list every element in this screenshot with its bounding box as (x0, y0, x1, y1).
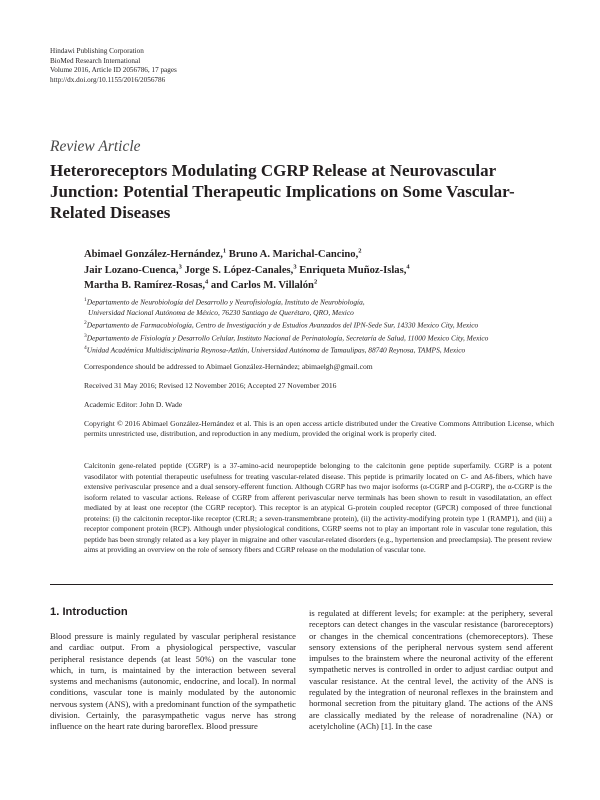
affiliation-text: Departamento de Farmacobiología, Centro de Investigación y de Estudios Avanzados del IPN-Sede Sur, 14330 Mexico City, Mexico (86, 320, 479, 330)
abstract: Calcitonin gene-related peptide (CGRP) is a 37-amino-acid neuropeptide belonging to the calcitonin gene peptide superfamily. CGRP is a potent vasodilator with potential therapeutic usefulness for treating vascular-related disease. This peptide is primarily located on C- and Aδ-fibers, which have extensive perivascular presence and a dual sensory-efferent function. Although CGRP has two major isoforms (α-CGRP and β-CGRP), the α-CGRP is the isoform related to vascular actions. Release of CGRP from afferent perivascular nerve terminals has been shown to result in vasodilatation, an effect mediated by at least one receptor (the CGRP receptor). This receptor is an atypical G-protein coupled receptor (GPCR) composed of three functional proteins: (i) the calcitonin receptor-like receptor (CRLR; a seven-transmembrane protein), (ii) the activity-modifying protein type 1 (RAMP1), and (iii) a receptor component protein (RCP). Although under physiological conditions, CGRP seems not to play an important role in vascular tone regulation, this peptide has been strongly related as a key player in migraine and other vascular-related disorders (e.g., hypertension and preeclampsia). The present review aims at providing an overview on the role of sensory fibers and CGRP release on the modulation of vascular tone. (84, 461, 552, 554)
author-affil-ref: 2 (358, 247, 362, 255)
dates: Received 31 May 2016; Revised 12 November 2016; Accepted 27 November 2016 (84, 381, 337, 390)
affiliation-item (84, 295, 574, 308)
affiliation-number: 1 (84, 297, 87, 303)
doi-link[interactable]: http://dx.doi.org/10.1155/2016/2056786 (50, 75, 166, 84)
affiliation-number: 4 (84, 345, 87, 352)
affiliation-text: Departamento de Fisiología y Desarrollo Celular, Instituto Nacional de Perinatología, Secretaría de Salud, 11000 Mexico City, Mexico (86, 333, 489, 343)
author-name: Bruno A. Marichal-Cancino, (226, 249, 359, 260)
author-affil-ref: 2 (313, 278, 318, 286)
author-name: Martha B. Ramírez-Rosas, (84, 280, 206, 291)
publisher: Hindawi Publishing Corporation (50, 47, 144, 55)
author-name: and Carlos M. Villalón (208, 280, 314, 291)
affiliation-continuation: Universidad Nacional Autónoma de México, 76230 Santiago de Querétaro, QRO, Mexico (88, 307, 354, 317)
affiliation-text: Departamento de Neurobiología del Desarrollo y Neurofisiología, Instituto de Neurobiología, (86, 297, 365, 307)
section-heading: 1. Introduction (50, 606, 128, 618)
academic-editor: Academic Editor: John D. Wade (84, 400, 183, 409)
author-list (84, 247, 564, 294)
article-type: Review Article (50, 138, 141, 155)
author-name: Jair Lozano-Cuenca, (84, 264, 179, 276)
body-column-left: Blood pressure is mainly regulated by vascular peripheral resistance and cardiac output. From a physiological perspective, vascular peripheral resistance depends (at least 50%) on the vascular tone which, in turn, is maintained by the interaction between several systems and mechanisms (autonomic, endocrine, and local). In normal conditions, vascular tone is mainly modulated by the autonomic nervous system (ANS), with a predominant function of the sympathetic division. Certainly, the parasympathetic vagus nerve has strong influence on the heart rate during baroreflex. Blood pressure (50, 631, 296, 732)
paper-title: Heteroreceptors Modulating CGRP Release at Neurovascular Junction: Potential Therapeutic Implications on Some Vascular-Related Diseases (50, 161, 515, 222)
author-affil-ref: 3 (178, 262, 182, 270)
journal-name: BioMed Research International (50, 56, 141, 65)
section-divider (50, 584, 553, 585)
affiliations (84, 295, 574, 356)
affiliation-item (84, 331, 574, 344)
copyright: Copyright © 2016 Abimael González-Hernández et al. This is an open access article distributed under the Creative Commons Attribution License, which permits unrestricted use, distribution, and reproduction in any medium, provided the original work is properly cited. (84, 419, 554, 439)
author-name: Enriqueta Muñoz-Islas, (296, 264, 407, 276)
affiliation-number: 3 (84, 332, 87, 339)
volume-line: Volume 2016, Article ID 2056786, 17 pages (50, 66, 177, 75)
author-line-1 (84, 247, 564, 263)
affiliation-number: 2 (84, 319, 87, 326)
author-affil-ref: 4 (205, 278, 209, 286)
author-line-3 (84, 278, 564, 294)
author-line-2 (84, 263, 564, 279)
correspondence: Correspondence should be addressed to Abimael González-Hernández; abimaelgh@gmail.com (84, 362, 373, 371)
author-affil-ref: 4 (406, 262, 410, 270)
body-column-right: is regulated at different levels; for example: at the periphery, several receptors can detect changes in the vascular resistance (baroreceptors) or changes in the chemical concentrations (chemoreceptors). These sensory extensions of the peripheral nervous system send afferent impulses to the brainstem where the neuronal activity of the efferent sympathetic nerves is controlled in order to adjust cardiac output and vascular resistance. At the central level, the activity of the ANS is regulated by the integration of neuronal reflexes in the brainstem and hormonal secretion from the pituitary gland. The actions of the ANS are classically mediated by the release of noradrenaline (NA) or acetylcholine (ACh) [1]. In the case (309, 608, 553, 731)
author-name: Abimael González-Hernández, (84, 249, 223, 260)
author-affil-ref: 3 (293, 262, 297, 270)
affiliation-text: Unidad Académica Multidisciplinaria Reynosa-Aztlán, Universidad Autónoma de Tamaulipas, 88740 Reynosa, TAMPS, Mexico (86, 345, 466, 355)
affiliation-item (84, 343, 574, 356)
journal-header (50, 47, 177, 85)
author-name: Jorge S. López-Canales, (181, 264, 294, 276)
affiliation-item (84, 318, 574, 331)
author-affil-ref: 1 (222, 247, 227, 255)
